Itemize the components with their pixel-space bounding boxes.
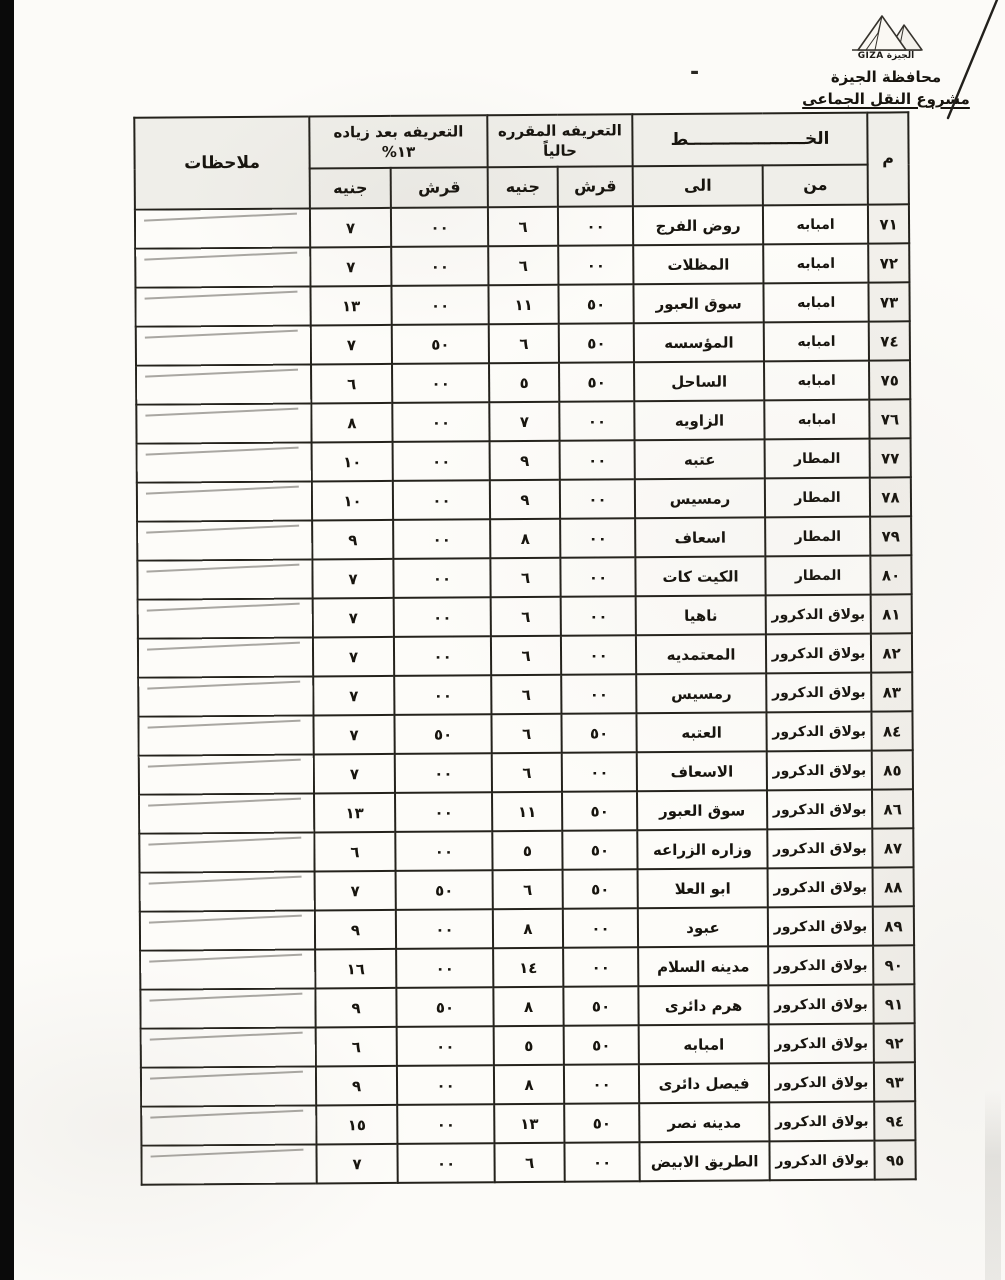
from-cell: امبابه bbox=[764, 400, 869, 440]
row-number-cell: ٩٠ bbox=[873, 945, 914, 984]
row-number-cell: ٧٨ bbox=[870, 477, 911, 516]
row-number-cell: ٧٩ bbox=[870, 516, 911, 555]
to-cell: سوق العبور bbox=[637, 790, 767, 830]
current-pounds-cell: ٥ bbox=[494, 1026, 564, 1065]
increased-pounds-cell: ٧ bbox=[312, 559, 393, 599]
fare-row bbox=[137, 438, 911, 482]
increased-piasters-cell: ٠٠ bbox=[393, 558, 490, 598]
current-piasters-cell: ٠٠ bbox=[563, 947, 638, 987]
increased-pounds-cell: ٧ bbox=[315, 871, 396, 911]
scan-artifact-line bbox=[146, 564, 299, 572]
increased-piasters-cell: ٠٠ bbox=[393, 480, 490, 520]
notes-cell bbox=[136, 325, 311, 365]
scan-artifact-line bbox=[149, 954, 302, 962]
row-number-cell: ٩١ bbox=[873, 984, 914, 1023]
increased-pounds-cell: ٧ bbox=[310, 208, 391, 248]
to-cell: العتبه bbox=[636, 712, 766, 752]
fare-row bbox=[137, 477, 911, 521]
current-pounds-cell: ٦ bbox=[494, 1143, 564, 1182]
to-cell: وزاره الزراعه bbox=[637, 829, 767, 869]
to-cell: مدينه نصر bbox=[639, 1102, 769, 1142]
notes-cell bbox=[138, 637, 313, 677]
scan-artifact-line bbox=[145, 369, 298, 377]
col-header-to: الى bbox=[633, 165, 763, 206]
logo-caption: الجيزة GIZA bbox=[857, 51, 915, 61]
current-piasters-cell: ٠٠ bbox=[564, 1142, 639, 1182]
increased-piasters-cell: ٠٠ bbox=[392, 402, 489, 442]
increased-piasters-cell: ٠٠ bbox=[395, 792, 492, 832]
increased-piasters-cell: ٠٠ bbox=[394, 597, 491, 637]
scan-artifact-line bbox=[151, 1149, 304, 1157]
notes-cell bbox=[138, 715, 313, 755]
current-pounds-cell: ٩ bbox=[490, 441, 560, 480]
fare-row bbox=[138, 711, 912, 755]
to-cell: المعتمديه bbox=[636, 634, 766, 674]
current-piasters-cell: ٠٠ bbox=[560, 518, 635, 558]
from-cell: المطار bbox=[765, 517, 870, 557]
scan-artifact-line bbox=[145, 330, 298, 338]
from-cell: بولاق الدكرور bbox=[769, 1141, 874, 1181]
increased-piasters-cell: ٠٠ bbox=[393, 519, 490, 559]
row-number-cell: ٧١ bbox=[868, 204, 909, 243]
notes-cell bbox=[140, 871, 315, 911]
scan-artifact-line bbox=[148, 720, 301, 728]
col-header-piasters-current: قرش bbox=[558, 166, 633, 207]
row-number-cell: ٨٠ bbox=[870, 555, 911, 594]
from-cell: امبابه bbox=[764, 361, 869, 401]
increased-pounds-cell: ١٣ bbox=[314, 793, 395, 833]
notes-cell bbox=[140, 949, 315, 989]
from-cell: بولاق الدكرور bbox=[766, 712, 871, 752]
from-cell: امبابه bbox=[764, 322, 869, 362]
increased-pounds-cell: ١٠ bbox=[312, 481, 393, 521]
fare-row bbox=[140, 906, 914, 950]
project-name: مشروع النقل الجماعى bbox=[802, 90, 970, 108]
row-number-cell: ٨٦ bbox=[872, 789, 913, 828]
from-cell: بولاق الدكرور bbox=[766, 673, 871, 713]
scan-artifact-line bbox=[150, 1071, 303, 1079]
current-piasters-cell: ٥٠ bbox=[559, 323, 634, 363]
to-cell: فيصل دائرى bbox=[639, 1063, 769, 1103]
scan-artifact-line bbox=[149, 993, 302, 1001]
from-cell: المطار bbox=[765, 478, 870, 518]
increased-piasters-cell: ٥٠ bbox=[396, 870, 493, 910]
col-header-piasters-increased: قرش bbox=[391, 167, 488, 208]
current-pounds-cell: ١٤ bbox=[493, 948, 563, 987]
increased-pounds-cell: ٦ bbox=[311, 364, 392, 404]
org-name: محافظة الجيزة bbox=[830, 68, 942, 86]
notes-cell bbox=[140, 910, 315, 950]
increased-pounds-cell: ١٥ bbox=[316, 1105, 397, 1145]
to-cell: رمسيس bbox=[636, 673, 766, 713]
increased-pounds-cell: ٧ bbox=[313, 637, 394, 677]
row-number-cell: ٩٥ bbox=[874, 1140, 915, 1179]
increased-piasters-cell: ٠٠ bbox=[394, 636, 491, 676]
notes-cell bbox=[139, 832, 314, 872]
current-piasters-cell: ٥٠ bbox=[559, 362, 634, 402]
from-cell: بولاق الدكرور bbox=[766, 634, 871, 674]
row-number-cell: ٩٢ bbox=[874, 1023, 915, 1062]
notes-cell bbox=[141, 1144, 316, 1184]
from-cell: بولاق الدكرور bbox=[769, 1024, 874, 1064]
current-pounds-cell: ٨ bbox=[490, 519, 560, 558]
fare-row bbox=[135, 282, 909, 326]
row-number-cell: ٩٤ bbox=[874, 1101, 915, 1140]
current-pounds-cell: ٧ bbox=[489, 402, 559, 441]
notes-cell bbox=[136, 403, 311, 443]
fare-table bbox=[133, 111, 916, 1185]
current-pounds-cell: ١١ bbox=[492, 792, 562, 831]
current-pounds-cell: ٥ bbox=[489, 363, 559, 402]
from-cell: بولاق الدكرور bbox=[768, 946, 873, 986]
from-cell: بولاق الدكرور bbox=[766, 595, 871, 635]
increased-piasters-cell: ٠٠ bbox=[397, 1104, 494, 1144]
to-cell: الاسعاف bbox=[637, 751, 767, 791]
increased-pounds-cell: ٧ bbox=[316, 1144, 397, 1184]
increased-pounds-cell: ١٦ bbox=[315, 949, 396, 989]
row-number-cell: ٨٢ bbox=[871, 633, 912, 672]
page-crease-line bbox=[935, 0, 1005, 125]
notes-cell bbox=[137, 520, 312, 560]
fare-row bbox=[139, 789, 913, 833]
increased-piasters-cell: ٠٠ bbox=[394, 675, 491, 715]
from-cell: بولاق الدكرور bbox=[767, 751, 872, 791]
to-cell: الكيت كات bbox=[635, 556, 765, 596]
increased-pounds-cell: ١٠ bbox=[312, 442, 393, 482]
row-number-cell: ٨١ bbox=[871, 594, 912, 633]
from-cell: امبابه bbox=[763, 244, 868, 284]
current-pounds-cell: ٦ bbox=[491, 636, 561, 675]
col-header-notes: ملاحظات bbox=[134, 116, 310, 209]
current-pounds-cell: ٦ bbox=[488, 207, 558, 246]
current-piasters-cell: ٠٠ bbox=[558, 245, 633, 285]
row-number-cell: ٨٧ bbox=[872, 828, 913, 867]
current-pounds-cell: ٥ bbox=[492, 831, 562, 870]
row-number-cell: ٨٩ bbox=[873, 906, 914, 945]
current-pounds-cell: ٦ bbox=[488, 246, 558, 285]
fare-row bbox=[137, 516, 911, 560]
fare-row bbox=[140, 945, 914, 989]
current-piasters-cell: ٠٠ bbox=[563, 908, 638, 948]
increased-pounds-cell: ٧ bbox=[313, 598, 394, 638]
scan-artifact-line bbox=[144, 213, 297, 221]
current-piasters-cell: ٠٠ bbox=[560, 479, 635, 519]
to-cell: رمسيس bbox=[635, 478, 765, 518]
notes-cell bbox=[135, 286, 310, 326]
from-cell: المطار bbox=[765, 556, 870, 596]
current-piasters-cell: ٠٠ bbox=[564, 1064, 639, 1104]
scan-artifact-line bbox=[147, 642, 300, 650]
increased-piasters-cell: ٠٠ bbox=[397, 1065, 494, 1105]
scan-artifact-line bbox=[145, 408, 298, 416]
from-cell: بولاق الدكرور bbox=[767, 790, 872, 830]
increased-pounds-cell: ٩ bbox=[315, 988, 396, 1028]
fare-row bbox=[138, 672, 912, 716]
to-cell: ناهيا bbox=[636, 595, 766, 635]
increased-piasters-cell: ٠٠ bbox=[395, 753, 492, 793]
increased-piasters-cell: ٠٠ bbox=[396, 948, 493, 988]
notes-cell bbox=[141, 1066, 316, 1106]
fare-row bbox=[141, 1062, 915, 1106]
fare-row bbox=[138, 633, 912, 677]
current-piasters-cell: ٥٠ bbox=[562, 830, 637, 870]
increased-pounds-cell: ٨ bbox=[311, 403, 392, 443]
current-pounds-cell: ٦ bbox=[490, 558, 560, 597]
increased-piasters-cell: ٥٠ bbox=[396, 987, 493, 1027]
increased-pounds-cell: ٧ bbox=[311, 325, 392, 365]
fare-row bbox=[139, 828, 913, 872]
fare-row bbox=[136, 321, 910, 365]
current-piasters-cell: ٠٠ bbox=[562, 752, 637, 792]
fare-row bbox=[141, 1140, 915, 1184]
scan-artifact-line bbox=[149, 876, 302, 884]
from-cell: بولاق الدكرور bbox=[768, 868, 873, 908]
row-number-cell: ٧٢ bbox=[868, 243, 909, 282]
increased-piasters-cell: ٠٠ bbox=[393, 441, 490, 481]
scanner-edge-strip bbox=[0, 0, 14, 1280]
stray-dash-mark: - bbox=[690, 60, 700, 85]
fare-row bbox=[136, 360, 910, 404]
scan-artifact-line bbox=[147, 681, 300, 689]
scan-artifact-line bbox=[148, 837, 301, 845]
current-pounds-cell: ٨ bbox=[494, 1065, 564, 1104]
current-piasters-cell: ٥٠ bbox=[564, 1103, 639, 1143]
increased-pounds-cell: ٦ bbox=[314, 832, 395, 872]
from-cell: بولاق الدكرور bbox=[769, 1102, 874, 1142]
increased-piasters-cell: ٠٠ bbox=[395, 831, 492, 871]
current-pounds-cell: ٦ bbox=[491, 714, 561, 753]
scan-artifact-line bbox=[145, 291, 298, 299]
scan-artifact-line bbox=[144, 252, 297, 260]
increased-piasters-cell: ٠٠ bbox=[392, 363, 489, 403]
to-cell: اسعاف bbox=[635, 517, 765, 557]
scan-artifact-line bbox=[148, 798, 301, 806]
scan-artifact-line bbox=[146, 447, 299, 455]
increased-pounds-cell: ٩ bbox=[316, 1066, 397, 1106]
current-piasters-cell: ٠٠ bbox=[561, 635, 636, 675]
scan-artifact-line bbox=[147, 603, 300, 611]
current-piasters-cell: ٥٠ bbox=[558, 284, 633, 324]
current-pounds-cell: ٦ bbox=[489, 324, 559, 363]
notes-cell bbox=[139, 793, 314, 833]
fare-row bbox=[135, 204, 909, 248]
from-cell: بولاق الدكرور bbox=[769, 1063, 874, 1103]
current-pounds-cell: ٦ bbox=[493, 870, 563, 909]
to-cell: الساحل bbox=[634, 361, 764, 401]
current-piasters-cell: ٠٠ bbox=[559, 401, 634, 441]
current-pounds-cell: ٦ bbox=[491, 675, 561, 714]
increased-piasters-cell: ٠٠ bbox=[391, 207, 488, 247]
row-number-cell: ٧٣ bbox=[869, 282, 910, 321]
current-pounds-cell: ٩ bbox=[490, 480, 560, 519]
to-cell: المؤسسه bbox=[634, 322, 764, 362]
current-piasters-cell: ٥٠ bbox=[563, 869, 638, 909]
fare-row bbox=[140, 984, 914, 1028]
increased-pounds-cell: ٧ bbox=[314, 754, 395, 794]
notes-cell bbox=[140, 988, 315, 1028]
col-header-pounds-increased: جنيه bbox=[310, 168, 391, 209]
to-cell: المظلات bbox=[633, 244, 763, 284]
current-pounds-cell: ٦ bbox=[492, 753, 562, 792]
scan-artifact-line bbox=[149, 915, 302, 923]
fare-row bbox=[135, 243, 909, 287]
col-header-increased-tariff bbox=[309, 115, 487, 168]
fare-row bbox=[139, 750, 913, 794]
to-cell: هرم دائرى bbox=[638, 985, 768, 1025]
current-piasters-cell: ٥٠ bbox=[561, 713, 636, 753]
fare-row bbox=[141, 1101, 915, 1145]
increased-pounds-cell: ١٣ bbox=[310, 286, 391, 326]
current-piasters-cell: ٥٠ bbox=[563, 986, 638, 1026]
to-cell: عتبه bbox=[635, 439, 765, 479]
notes-cell bbox=[136, 364, 311, 404]
current-piasters-cell: ٠٠ bbox=[560, 440, 635, 480]
from-cell: امبابه bbox=[764, 283, 869, 323]
row-number-cell: ٩٣ bbox=[874, 1062, 915, 1101]
current-piasters-cell: ٥٠ bbox=[564, 1025, 639, 1065]
row-number-cell: ٧٥ bbox=[869, 360, 910, 399]
increased-piasters-cell: ٥٠ bbox=[394, 714, 491, 754]
notes-cell bbox=[141, 1027, 316, 1067]
increased-piasters-cell: ٠٠ bbox=[391, 246, 488, 286]
current-pounds-cell: ٦ bbox=[491, 597, 561, 636]
notes-cell bbox=[135, 247, 310, 287]
increased-pounds-cell: ٩ bbox=[315, 910, 396, 950]
current-pounds-cell: ٨ bbox=[493, 987, 563, 1026]
col-header-current-tariff bbox=[487, 114, 632, 167]
row-number-cell: ٧٤ bbox=[869, 321, 910, 360]
row-number-cell: ٧٦ bbox=[869, 399, 910, 438]
from-cell: بولاق الدكرور bbox=[767, 829, 872, 869]
current-piasters-cell: ٠٠ bbox=[561, 596, 636, 636]
to-cell: الطريق الابيض bbox=[639, 1141, 769, 1181]
scan-artifact-line bbox=[146, 486, 299, 494]
row-number-cell: ٨٤ bbox=[871, 711, 912, 750]
current-piasters-cell: ٠٠ bbox=[560, 557, 635, 597]
to-cell: عبود bbox=[638, 907, 768, 947]
fare-row bbox=[136, 399, 910, 443]
increased-piasters-cell: ٠٠ bbox=[397, 1026, 494, 1066]
to-cell: روض الفرج bbox=[633, 205, 763, 245]
to-cell: امبابه bbox=[639, 1024, 769, 1064]
from-cell: المطار bbox=[765, 439, 870, 479]
current-tariff-line1: التعريفه المقرره bbox=[497, 121, 622, 140]
notes-cell bbox=[138, 676, 313, 716]
increased-pounds-cell: ٦ bbox=[316, 1027, 397, 1067]
increased-piasters-cell: ٠٠ bbox=[396, 909, 493, 949]
increased-piasters-cell: ٠٠ bbox=[391, 285, 488, 325]
increased-pounds-cell: ٧ bbox=[313, 676, 394, 716]
current-piasters-cell: ٥٠ bbox=[562, 791, 637, 831]
fare-row bbox=[140, 867, 914, 911]
current-pounds-cell: ٨ bbox=[493, 909, 563, 948]
from-cell: امبابه bbox=[763, 205, 868, 245]
row-number-cell: ٧٧ bbox=[870, 438, 911, 477]
from-cell: بولاق الدكرور bbox=[768, 907, 873, 947]
col-header-from: من bbox=[763, 165, 868, 206]
increased-piasters-cell: ٠٠ bbox=[397, 1143, 494, 1183]
fare-table-body bbox=[135, 204, 916, 1184]
scan-artifact-line bbox=[150, 1110, 303, 1118]
to-cell: الزاويه bbox=[634, 400, 764, 440]
row-number-cell: ٨٣ bbox=[871, 672, 912, 711]
fare-row bbox=[137, 555, 911, 599]
current-piasters-cell: ٠٠ bbox=[558, 206, 633, 246]
scan-artifact-line bbox=[146, 525, 299, 533]
current-tariff-line2: حالياً bbox=[543, 141, 578, 160]
notes-cell bbox=[137, 442, 312, 482]
current-piasters-cell: ٠٠ bbox=[561, 674, 636, 714]
scan-artifact-line bbox=[150, 1032, 303, 1040]
row-number-cell: ٨٥ bbox=[872, 750, 913, 789]
increased-tariff-line2: ١٣% bbox=[381, 142, 416, 161]
to-cell: مدينه السلام bbox=[638, 946, 768, 986]
increased-tariff-line1: التعريفه بعد زياده bbox=[333, 122, 464, 142]
notes-cell bbox=[137, 481, 312, 521]
fare-table-header bbox=[134, 112, 909, 209]
notes-cell bbox=[137, 559, 312, 599]
notes-cell bbox=[139, 754, 314, 794]
notes-cell bbox=[141, 1105, 316, 1145]
current-pounds-cell: ١٣ bbox=[494, 1104, 564, 1143]
col-header-pounds-current: جنيه bbox=[488, 167, 558, 207]
to-cell: سوق العبور bbox=[633, 283, 763, 323]
scan-streak bbox=[985, 1090, 1001, 1280]
increased-pounds-cell: ٩ bbox=[312, 520, 393, 560]
current-pounds-cell: ١١ bbox=[488, 285, 558, 324]
row-number-cell: ٨٨ bbox=[873, 867, 914, 906]
giza-pyramids-logo bbox=[848, 10, 924, 54]
increased-piasters-cell: ٥٠ bbox=[392, 324, 489, 364]
to-cell: ابو العلا bbox=[638, 868, 768, 908]
fare-row bbox=[141, 1023, 915, 1067]
from-cell: بولاق الدكرور bbox=[768, 985, 873, 1025]
col-header-line: الخــــــــــــــــــــط bbox=[632, 113, 867, 167]
increased-pounds-cell: ٧ bbox=[313, 715, 394, 755]
col-header-num: م bbox=[867, 112, 909, 204]
increased-pounds-cell: ٧ bbox=[310, 247, 391, 287]
fare-row bbox=[138, 594, 912, 638]
notes-cell bbox=[138, 598, 313, 638]
scan-artifact-line bbox=[148, 759, 301, 767]
notes-cell bbox=[135, 208, 310, 248]
